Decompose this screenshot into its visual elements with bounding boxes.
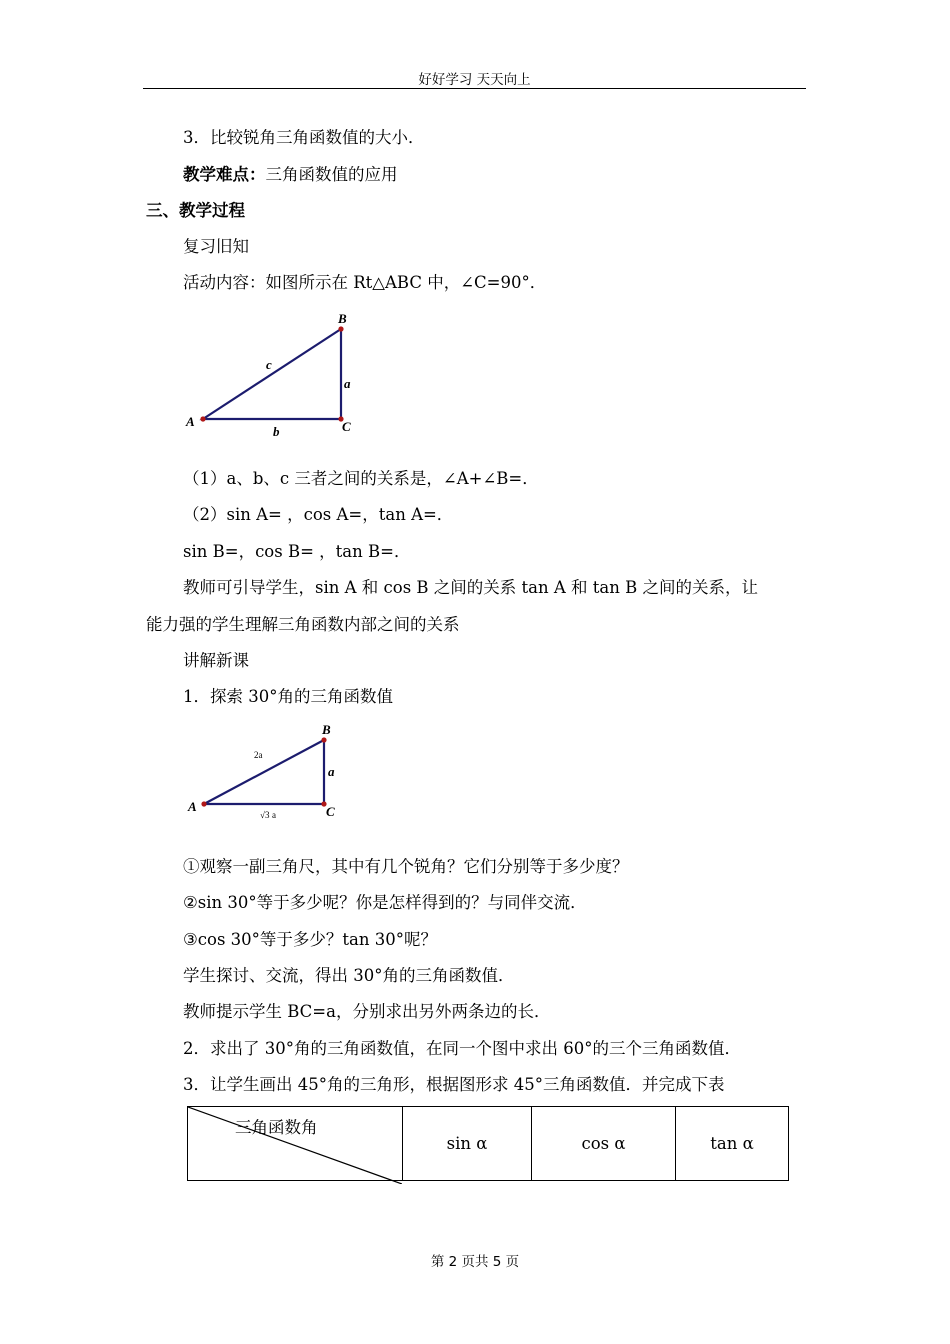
label-A: A [186,414,195,429]
new-lesson-heading: 讲解新课 [183,651,249,670]
sin-header-cell: sin α [403,1107,532,1181]
step-3: 3．让学生画出 45°角的三角形，根据图形求 45°三角函数值．并完成下表 [183,1075,725,1094]
triangle-1-shape [203,329,341,419]
label-hyp: 2a [254,750,263,760]
triangle-2-shape [204,740,324,804]
step-2: 2．求出了 30°角的三角函数值，在同一个图中求出 60°的三个三角函数值． [183,1039,741,1058]
teacher-guide-line2: 能力强的学生理解三角函数内部之间的关系 [146,615,460,634]
teaching-difficulty [183,165,398,185]
page-footer: 第 2 页共 5 页 [430,1254,520,1270]
page-header: 好好学习 天天向上 [418,72,531,88]
corner-label: 三角函数角 [235,1118,318,1137]
triangle-figure-1 [180,305,370,445]
vertex-B-dot [338,326,343,331]
objective-3: 3．比较锐角三角函数值的大小． [183,128,425,147]
corner-cell [188,1107,403,1181]
cos-header-cell: cos α [532,1107,676,1181]
teacher-hint: 教师提示学生 BC=a，分别求出另外两条边的长． [183,1002,551,1021]
label-C: C [342,419,351,434]
cos30-question: ③cos 30°等于多少？tan 30°呢？ [183,930,438,949]
triangle-figure-2 [180,718,360,828]
observe-question: ①观察一副三角尺，其中有几个锐角？它们分别等于多少度？ [183,857,629,876]
difficulty-text: 三角函数值的应用 [265,165,398,184]
students-discuss: 学生探讨、交流，得出 30°角的三角函数值． [183,966,515,985]
vertex-A-dot [200,416,205,421]
label-base-root: √3 [260,810,270,820]
vertex-B2-dot [321,737,326,742]
label-b: b [273,424,280,439]
review-heading: 复习旧知 [183,237,249,256]
label-B: B [338,311,347,326]
activity-content: 活动内容：如图所示在 Rt△ABC 中，∠C=90°． [183,273,547,292]
difficulty-label: 教学难点： [183,165,266,184]
label-a: a [344,376,351,391]
label-C2: C [326,804,335,819]
label-base-unit: a [272,810,276,820]
label-c: c [266,357,272,372]
header-divider [143,88,806,89]
table-row [188,1107,789,1181]
label-A2: A [188,799,197,814]
label-B2: B [322,722,331,737]
trig-value-table [187,1106,789,1181]
teacher-guide-line1: 教师可引导学生，sin A 和 cos B 之间的关系 tan A 和 tan B 之间的关系，让 [183,578,758,597]
question-2: （2）sin A= ，cos A=，tan A=． [183,505,454,524]
section-heading: 三、教学过程 [146,201,245,220]
explore-30-heading: 1．探索 30°角的三角函数值 [183,687,393,706]
vertex-A2-dot [201,801,206,806]
label-side-a: a [328,764,335,779]
sin30-question: ②sin 30°等于多少呢？你是怎样得到的？与同伴交流． [183,893,587,912]
tan-header-cell: tan α [676,1107,789,1181]
question-1: （1）a、b、c 三者之间的关系是，∠A+∠B=． [183,469,539,488]
question-2-b: sin B=，cos B= ，tan B=． [183,542,411,561]
